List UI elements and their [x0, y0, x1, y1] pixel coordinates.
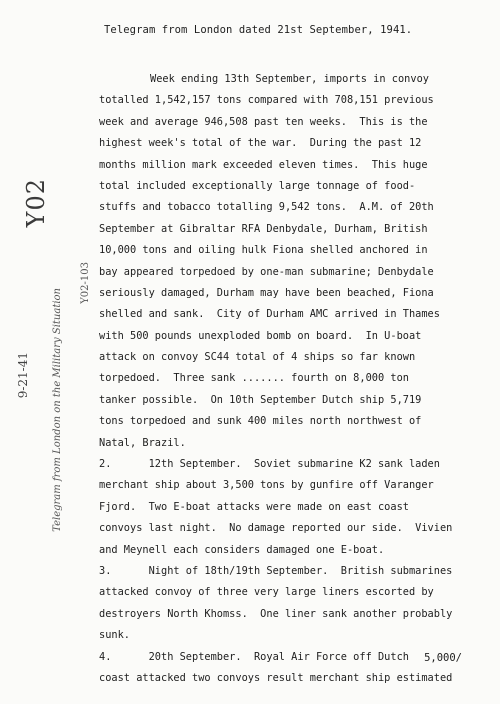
- body-line: sunk.: [99, 629, 130, 642]
- body-line: seriously damaged, Durham may have been beached, Fiona: [99, 286, 434, 299]
- margin-reference-number: Y02-103: [80, 262, 91, 304]
- body-line: destroyers North Khomss. One liner sank another probably: [99, 607, 453, 620]
- body-line: bay appeared torpedoed by one-man submarine; Denbydale: [99, 265, 434, 278]
- body-line: Week ending 13th September, imports in convoy: [150, 73, 429, 85]
- body-line: September at Gibraltar RFA Denbydale, Durham, British: [99, 222, 428, 235]
- body-line: totalled 1,542,157 tons compared with 708,151 previous: [99, 94, 434, 107]
- body-line: 3. Night of 18th/19th September. British submarines: [99, 564, 453, 577]
- body-line: with 500 pounds unexploded bomb on board. In U-boat: [99, 329, 422, 342]
- body-line: Fjord. Two E-boat attacks were made on east coast: [99, 500, 409, 513]
- telegram-title: Telegram from London dated 21st September, 1941.: [104, 24, 413, 36]
- body-line: 10,000 tons and oiling hulk Fiona shelled anchored in: [99, 244, 428, 257]
- body-line: Natal, Brazil.: [99, 436, 186, 449]
- body-line: highest week's total of the war. During the past 12: [99, 137, 422, 150]
- continuation-marker: 5,000/: [424, 652, 462, 664]
- body-line: attacked convoy of three very large liners escorted by: [99, 586, 434, 599]
- margin-file-mark: Y02: [22, 178, 50, 228]
- body-line: shelled and sank. City of Durham AMC arrived in Thames: [99, 308, 440, 321]
- body-line: 2. 12th September. Soviet submarine K2 sank laden: [99, 458, 440, 471]
- body-line: attack on convoy SC44 total of 4 ships so far known: [99, 351, 416, 364]
- body-line: and Meynell each considers damaged one E-boat.: [99, 543, 385, 556]
- body-line: tons torpedoed and sunk 400 miles north northwest of: [99, 415, 422, 428]
- body-line: coast attacked two convoys result merchant ship estimated: [99, 671, 453, 684]
- margin-handwritten-date: 9-21-41: [16, 352, 30, 399]
- body-line: week and average 946,508 past ten weeks. This is the: [99, 115, 428, 128]
- body-line: total included exceptionally large tonnage of food-: [99, 179, 416, 192]
- body-line: torpedoed. Three sank ....... fourth on 8,000 ton: [99, 372, 409, 385]
- body-line: 4. 20th September. Royal Air Force off Dutch: [99, 650, 409, 663]
- body-line: merchant ship about 3,500 tons by gunfire off Varanger: [99, 479, 434, 492]
- body-line: months million mark exceeded eleven times. This huge: [99, 158, 428, 171]
- body-line: tanker possible. On 10th September Dutch ship 5,719: [99, 393, 422, 406]
- telegram-body: [99, 69, 469, 689]
- body-line: convoys last night. No damage reported our side. Vivien: [99, 522, 453, 535]
- margin-handwritten-note: Telegram from London on the Military Situation: [52, 288, 63, 532]
- body-line: stuffs and tobacco totalling 9,542 tons. A.M. of 20th: [99, 201, 434, 214]
